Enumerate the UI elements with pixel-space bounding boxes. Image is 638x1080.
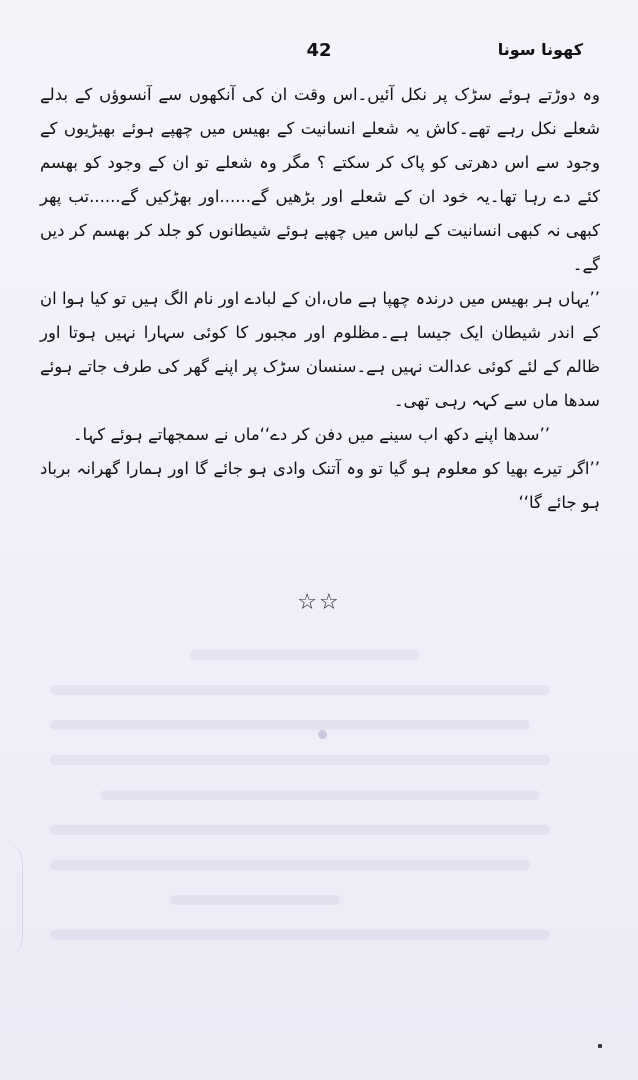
paragraph-3: ’’سدھا اپنے دکھ اب سینے میں دفن کر دے‘‘ماں نے سمجھاتے ہوئے کہا۔ — [72, 425, 550, 444]
paragraph-2: ’’یہاں ہر بھیس میں درندہ چھپا ہے ماں،ان کے لبادے اور نام الگ ہیں تو کیا ہوا ان کے اندر شیطان ایک جیسا ہے۔مظلوم اور مجبور کا کوئی سہارا نہیں ہوتا اور ظالم کے لئے کوئی عدالت نہیں ہے۔سنسان سڑک پر اپنے گھر کی طرف جاتے ہوئے سدھا ماں سے کہہ رہی تھی۔ — [40, 289, 600, 410]
bleed-through-text — [20, 640, 598, 970]
corner-mark — [598, 1044, 602, 1048]
ink-spot — [318, 730, 327, 739]
paragraph-1: وہ دوڑتے ہوئے سڑک پر نکل آئیں۔اس وقت ان کی آنکھوں سے آنسوؤں کے بدلے شعلے نکل رہے تھے۔کاش یہ شعلے انسانیت کے بھیس میں چھپے ہوئے بھیڑیوں کے وجود سے اس دھرتی کو پاک کر سکتے ؟ مگر وہ شعلے تو ان کے وجود کو بھسم کئے دے رہا تھا۔یہ خود ان کے شعلے اور بڑھیں گے......اور بھڑکیں گے......تب پھر کبھی نہ کبھی انسانیت کے لباس میں چھپے ہوئے شیطانوں کو جلد کر بھسم کر دیں گے۔ — [40, 85, 600, 274]
page-number: 42 — [306, 40, 332, 61]
paragraph-4: ’’اگر تیرے بھیا کو معلوم ہو گیا تو وہ آتنک وادی ہو جائے گا اور ہمارا گھرانہ برباد ہو جائے گا‘‘ — [40, 459, 600, 512]
book-title: کھونا سونا — [497, 40, 583, 59]
section-break-stars: ☆☆ — [297, 590, 341, 615]
page-edge-shadow — [0, 840, 23, 960]
page-body-text — [40, 78, 600, 520]
page-header — [30, 40, 608, 70]
